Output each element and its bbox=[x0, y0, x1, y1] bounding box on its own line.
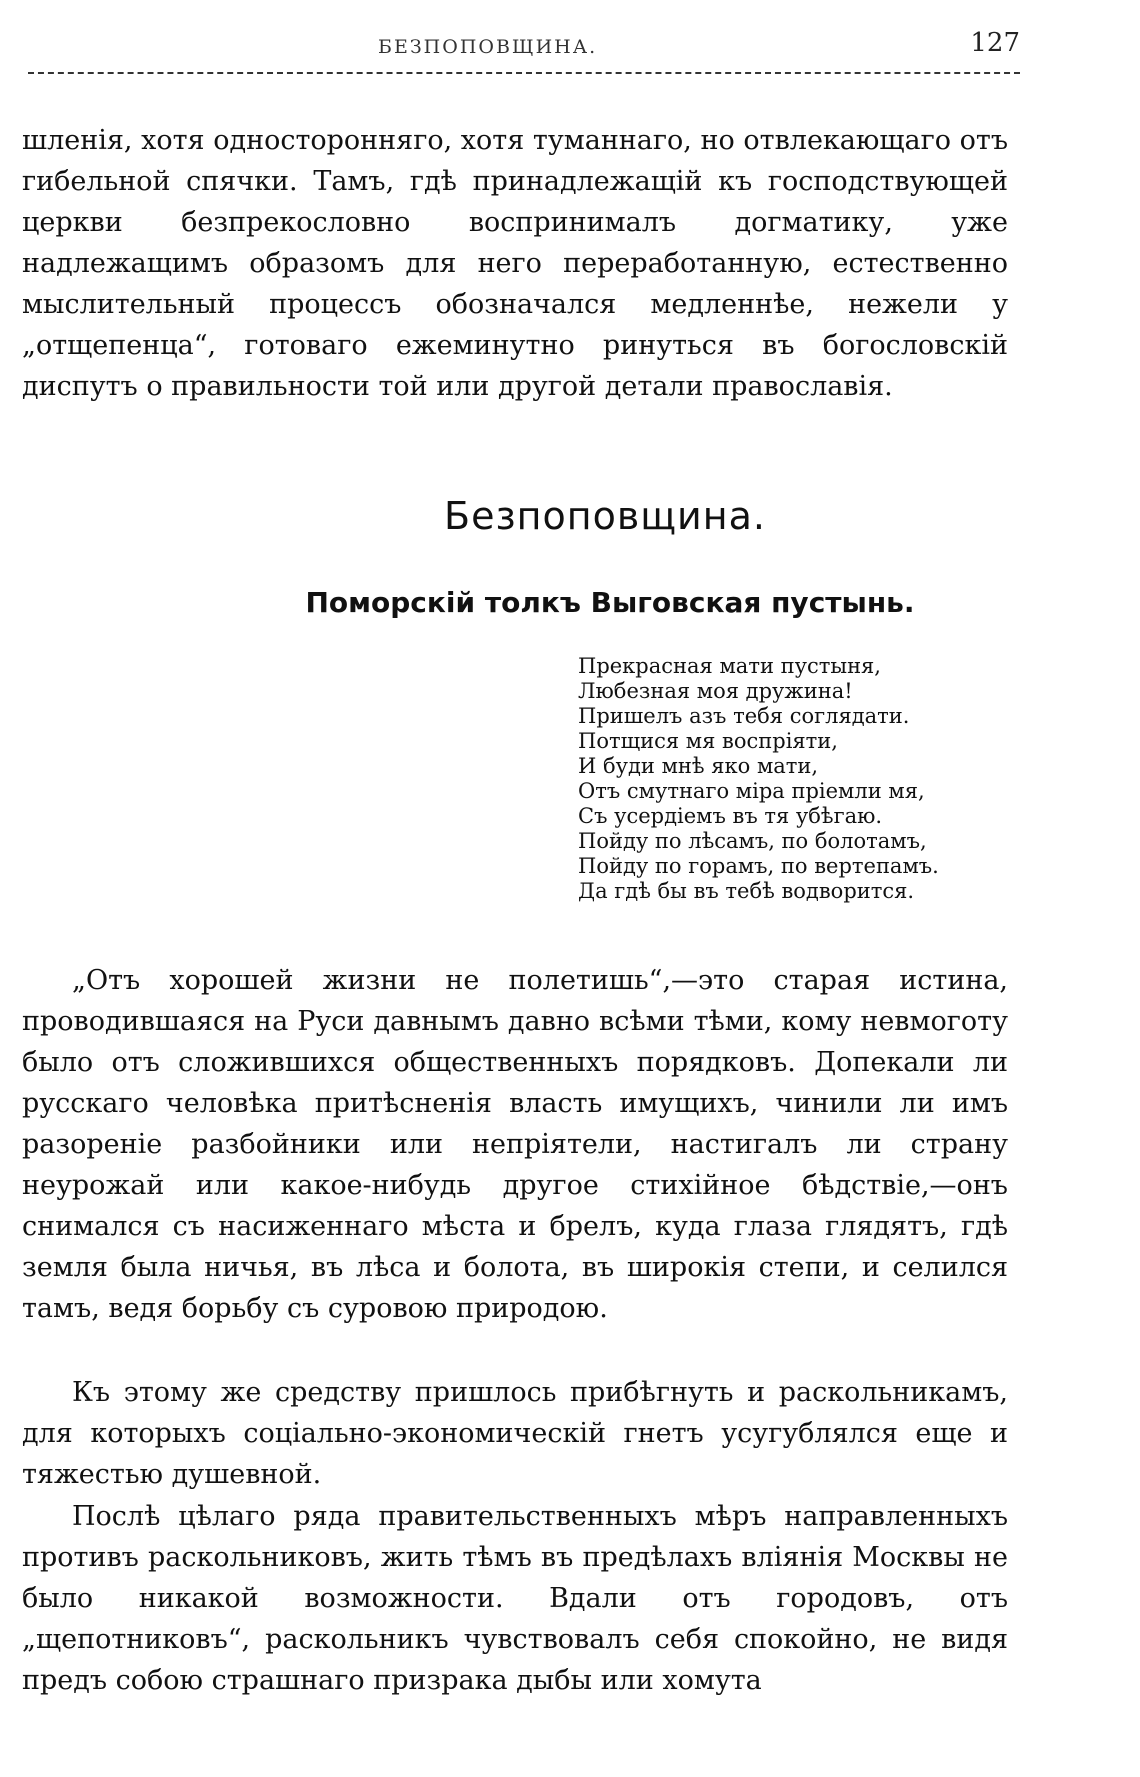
paragraph: „Отъ хорошей жизни не полетишь“,—это старая истина, проводившаяся на Руси давнымъ давно всѣми тѣми, кому невмоготу было отъ сложившихся общественныхъ порядковъ. Допекали ли русскаго человѣка притѣсненія власть имущихъ, чинили ли имъ разореніе разбойники или непріятели, настигалъ ли страну неурожай или какое-нибудь другое стихійное бѣдствіе,—онъ снимался съ насиженнаго мѣста и брелъ, куда глаза глядятъ, гдѣ земля была ничья, въ лѣса и болота, въ широкія степи, и селился тамъ, ведя борьбу съ суровою природою. bbox=[22, 965, 1008, 1324]
poem-line: И буди мнѣ яко мати, bbox=[578, 754, 819, 778]
paragraph: Послѣ цѣлаго ряда правительственныхъ мѣръ направленныхъ противъ раскольниковъ, жить тѣмъ въ предѣлахъ вліянія Москвы не было никакой возможности. Вдали отъ городовъ, отъ „щепотниковъ“, раскольникъ чувствовалъ себя спокойно, не видя предъ собою страшнаго призрака дыбы или хомута bbox=[22, 1501, 1008, 1696]
paragraph: Къ этому же средству пришлось прибѣгнуть и раскольникамъ, для которыхъ соціально-экономическій гнетъ усугублялся еще и тяжестью душевной. bbox=[22, 1377, 1008, 1490]
section-subtitle: Поморскій толкъ Выговская пустынь. bbox=[305, 586, 915, 619]
header-rule bbox=[28, 72, 1020, 74]
running-head bbox=[28, 28, 1020, 68]
poem-line: Съ усердіемъ въ тя убѣгаю. bbox=[578, 804, 883, 828]
poem-line: Да гдѣ бы въ тебѣ водворится. bbox=[578, 879, 915, 903]
poem-line: Потщися мя воспріяти, bbox=[578, 729, 838, 753]
poem-line: Прекрасная мати пустыня, bbox=[578, 654, 881, 678]
poem-line: Любезная моя дружина! bbox=[578, 679, 853, 703]
section-title: Безпоповщина. bbox=[444, 494, 766, 538]
page-number: 127 bbox=[970, 28, 1020, 58]
poem-line: Отъ смутнаго міра пріемли мя, bbox=[578, 779, 925, 803]
poem-line: Пойду по горамъ, по вертепамъ. bbox=[578, 854, 939, 878]
running-title: БЕЗПОПОВЩИНА. bbox=[378, 36, 598, 58]
poem-line: Пойду по лѣсамъ, по болотамъ, bbox=[578, 829, 927, 853]
poem-line: Пришелъ азъ тебя соглядати. bbox=[578, 704, 910, 728]
intro-paragraph: шленія, хотя односторонняго, хотя туманнаго, но отвлекающаго отъ гибельной спячки. Тамъ, гдѣ принадлежащій къ господствующей церкви безпрекословно воспринималъ догматику, уже надлежащимъ образомъ для него переработанную, естественно мыслительный процессъ обозначался медленнѣе, нежели у „отщепенца“, готоваго ежеминутно ринуться въ богословскій диспутъ о правильности той или другой детали православія. bbox=[22, 125, 1008, 402]
epigraph-poem bbox=[578, 654, 1028, 904]
